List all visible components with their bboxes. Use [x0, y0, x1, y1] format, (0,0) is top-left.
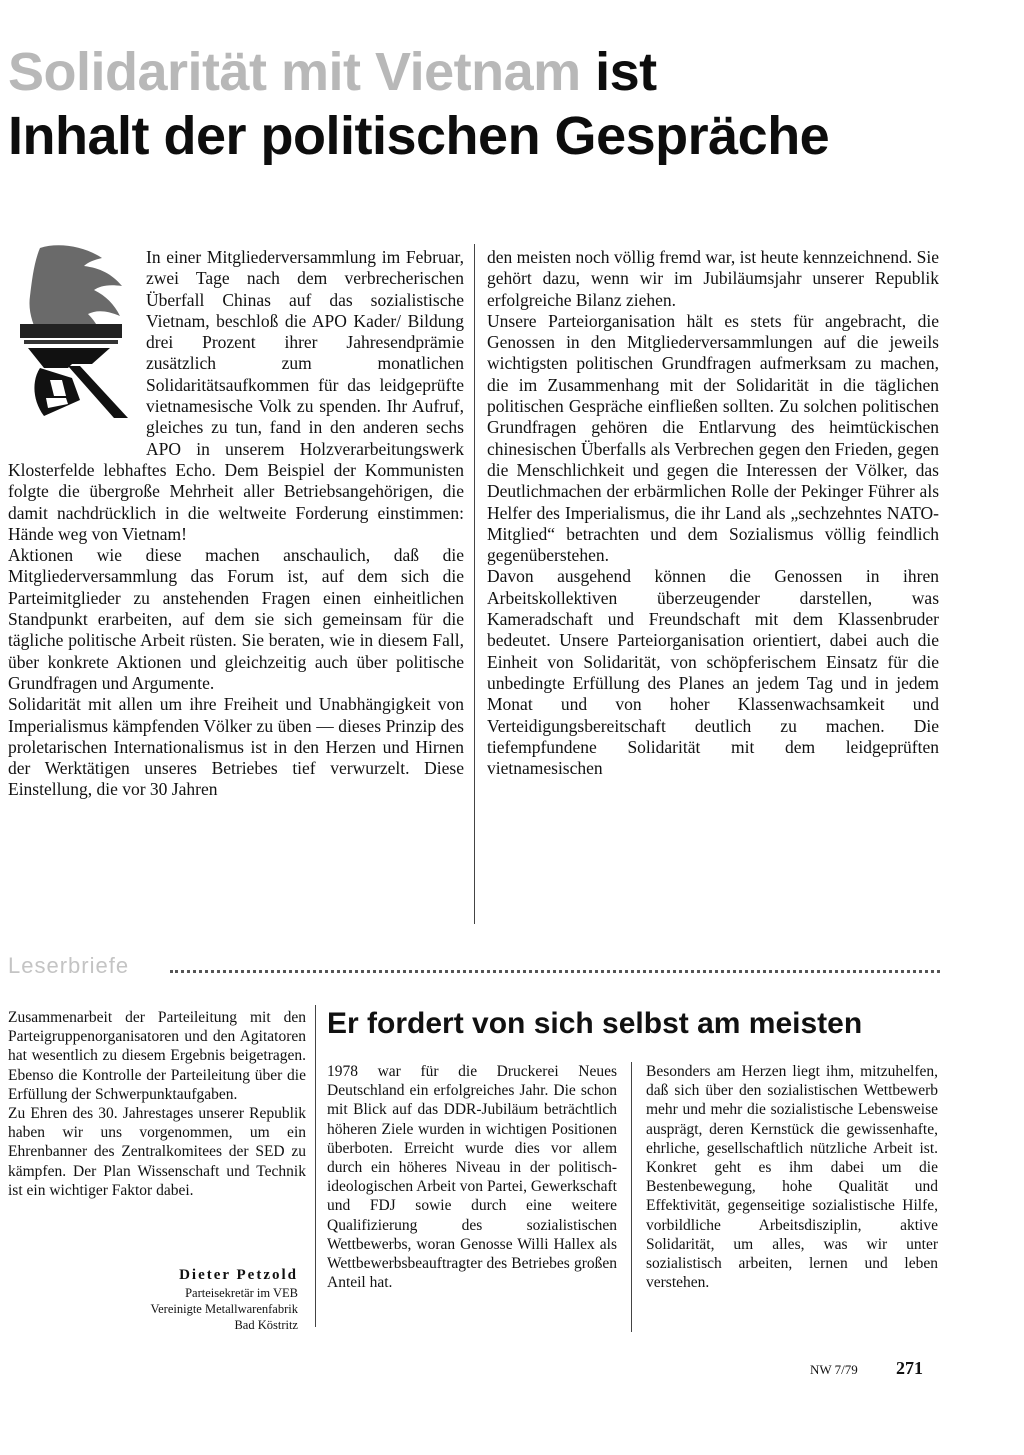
paragraph: Unsere Parteiorganisation hält es stets für angebracht, die Genossen in den Mitgliederversammlungen auf die jeweils wichtigsten politischen Grundfragen aufmerksam zu machen, die im Zusammenhang mit der Solidarität in die täglichen politischen Gespräche einfließen sollten. Zu solchen politischen Grundfragen gehören die Entlarvung des heimtückischen chinesischen Überfalls als Verbrechen gegen den Frieden, gegen die Menschlichkeit und gegen die Interessen der Völker, das Deutlichmachen der erbärmlichen Rolle der Pekinger Führer als Helfer des Imperialismus, die ihr Land als „sechzehntes NATO-Mitglied“ betrachten und dem Sozialismus völlig feindlich gegenüberstehen. [487, 310, 939, 566]
section-label: Leserbriefe [8, 953, 130, 978]
paragraph: In einer Mitgliederversammlung im Februar, zwei Tage nach dem verbrecherischen Überfall Chinas auf das sozialistische Vietnam, beschloß die APO Kader/ Bildung drei Prozent ihrer Jahresendprämie zusätzlich zum monatlichen Solidaritätsaufkommen für das leidgeprüfte vietnamesische Volk zu spenden. Ihr Aufruf, gleiches zu tun, fand in den anderen sechs APO in unserem Holzverarbeitungswerk Klosterfelde lebhaftes Echo. Dem Beispiel der Kommunisten folgte die übergroße Mehrheit aller Betriebsangehörigen, die damit nachdrücklich in die weltweite Forderung einstimmen: Hände weg von Vietnam! [8, 247, 464, 544]
author-company: Vereinigte Metallwarenfabrik [150, 1302, 298, 1316]
author-name: Dieter Petzold [179, 1267, 298, 1283]
column-divider [631, 1062, 632, 1332]
letter-divider [315, 1005, 316, 1327]
second-article-column-2 [646, 1062, 938, 1292]
issue-code: NW 7/79 [810, 1362, 858, 1377]
headline-end: ist [580, 42, 657, 102]
paragraph: Aktionen wie diese machen anschaulich, daß die Mitgliederversammlung das Forum ist, auf dem sich die Parteimitglieder zu anstehenden Fragen einen einheitlichen Standpunkt erarbeiten, auf dem sie sich gemeinsam für die tägliche politische Arbeit rüsten. Sie beraten, wie in diesem Fall, über konkrete Aktionen und gleichzeitig auch über politische Grundfragen und Argumente. [8, 545, 464, 693]
article-column-2 [487, 247, 939, 779]
article-title: Er fordert von sich selbst am meisten [327, 1007, 863, 1040]
paragraph: Besonders am Herzen liegt ihm, mitzuhelfen, daß sich über den sozialistischen Wettbewerb mehr und mehr die sozialistische Lebensweise ausprägt, deren Kernstück die gewissenhafte, ehrliche, gesellschaftlich nützliche Arbeit ist. Konkret geht es ihm dabei um die Bestenbewegung, hohe Qualität und Effektivität, gegenseitige sozialistische Hilfe, vorbildliche Arbeitsdisziplin, aktive Solidarität, um alles, was wir unter sozialistisch arbeiten, lernen und leben verstehen. [646, 1063, 938, 1292]
logo-space [8, 247, 146, 439]
paragraph: den meisten noch völlig fremd war, ist heute kennzeichnend. Sie gehört dazu, wenn wir im Jubiläumsjahr unserer Republik erfolgreiche Bilanz ziehen. [487, 247, 939, 310]
headline-line2: Inhalt der politischen Gespräche [8, 106, 830, 166]
paragraph: Davon ausgehend können die Genossen in ihren Arbeitskollektiven überzeugender darstellen, was Kameradschaft und Freundschaft mit dem Klassenbruder bedeutet. Unsere Parteiorganisation orientiert, dabei auch die Einheit von Solidarität, von schöpferischem Einsatz für die unbedingte Erfüllung des Planes an jedem Tag und in jedem Monat und von hoher Klassenwachsamkeit und Verteidigungsbereitschaft deutlich zu machen. Die tiefempfundene Solidarität mit dem leidgeprüften vietnamesischen [487, 566, 939, 779]
article-column-1 [8, 247, 464, 801]
paragraph: Zusammenarbeit der Parteileitung mit den Parteigruppenorganisatoren und den Agitatoren hat wesentlich zu diesem Ergebnis beigetragen. Ebenso die Kontrolle der Parteileitung über die Erfüllung der Schwerpunktaufgaben. [8, 1009, 306, 1103]
page-number: 271 [896, 1358, 923, 1378]
second-article-column-1 [327, 1062, 617, 1292]
section-rule [170, 970, 940, 973]
paragraph: 1978 war für die Druckerei Neues Deutschland ein erfolgreiches Jahr. Die schon mit Blick auf das DDR-Jubiläum beträchtlich höheren Ziele wurden in wichtigen Positionen überboten. Erreicht wurde dies vor allem durch ein höheres Niveau in der politisch-ideologischen Arbeit von Partei, Gewerkschaft und FDJ sowie durch eine weitere Qualifizierung des sozialistischen Wettbewerbs, woran Genosse Willi Hallex als Wettbewerbsbeauftragter des Betriebes großen Anteil hat. [327, 1063, 617, 1292]
author-place: Bad Köstritz [234, 1318, 298, 1332]
author-role: Parteisekretär im VEB [185, 1286, 298, 1300]
signature-block [8, 1265, 298, 1333]
headline [8, 40, 968, 168]
headline-highlight: Solidarität mit Vietnam [8, 42, 581, 102]
letter-column [8, 1008, 306, 1200]
paragraph: Solidarität mit allen um ihre Freiheit und Unabhängigkeit von Imperialismus kämpfenden Völker zu üben — dieses Prinzip des proletarischen Internationalismus ist in den Herzen und Hirnen der Werktätigen unseres Betriebes tief verwurzelt. Diese Einstellung, die vor 30 Jahren [8, 694, 464, 800]
paragraph: Zu Ehren des 30. Jahrestages unserer Republik haben wir uns vorgenommen, um ein Ehrenbanner des Zentralkomitees der SED zu kämpfen. Der Plan Wissenschaft und Technik ist ein wichtiger Faktor dabei. [8, 1105, 306, 1199]
column-divider [474, 244, 475, 924]
